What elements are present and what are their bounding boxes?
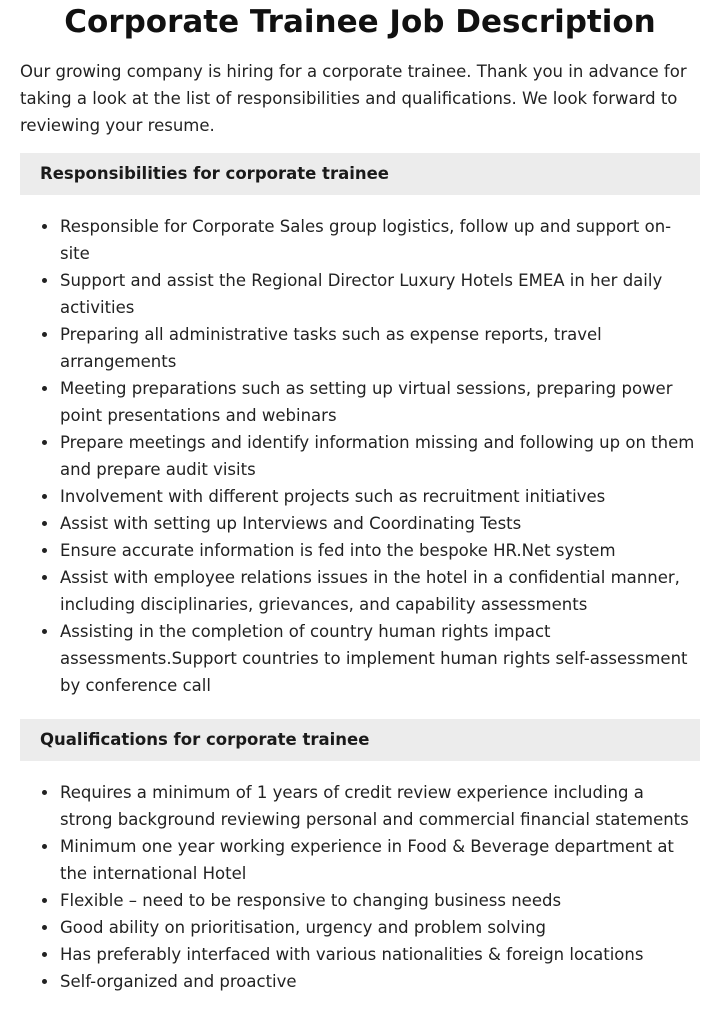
section-spacer bbox=[20, 699, 700, 705]
list-item: Assist with setting up Interviews and Coordinating Tests bbox=[60, 510, 700, 537]
list-item: Assisting in the completion of country human rights impact assessments.Support countries to implement human rights self-assessment by conference call bbox=[60, 618, 700, 699]
list-item: Responsible for Corporate Sales group logistics, follow up and support on-site bbox=[60, 213, 700, 267]
list-item: Has preferably interfaced with various nationalities & foreign locations bbox=[60, 941, 700, 968]
intro-paragraph: Our growing company is hiring for a corporate trainee. Thank you in advance for taking a look at the list of responsibilities and qualifications. We look forward to reviewing your resume. bbox=[20, 62, 687, 135]
list-item: Minimum one year working experience in Food & Beverage department at the international Hotel bbox=[60, 833, 700, 887]
responsibilities-list bbox=[20, 213, 700, 699]
list-item: Self-organized and proactive bbox=[60, 968, 700, 995]
list-item: Flexible – need to be responsive to changing business needs bbox=[60, 887, 700, 914]
list-item: Prepare meetings and identify information missing and following up on them and prepare audit visits bbox=[60, 429, 700, 483]
list-item: Good ability on prioritisation, urgency and problem solving bbox=[60, 914, 700, 941]
page-title: Corporate Trainee Job Description bbox=[64, 4, 656, 40]
list-item: Preparing all administrative tasks such as expense reports, travel arrangements bbox=[60, 321, 700, 375]
list-item: Assist with employee relations issues in the hotel in a confidential manner, including disciplinaries, grievances, and capability assessments bbox=[60, 564, 700, 618]
list-item: Meeting preparations such as setting up virtual sessions, preparing power point presentations and webinars bbox=[60, 375, 700, 429]
qualifications-heading: Qualifications for corporate trainee bbox=[20, 719, 700, 761]
qualifications-list bbox=[20, 779, 700, 995]
list-item: Ensure accurate information is fed into the bespoke HR.Net system bbox=[60, 537, 700, 564]
responsibilities-heading: Responsibilities for corporate trainee bbox=[20, 153, 700, 195]
list-item: Requires a minimum of 1 years of credit review experience including a strong background reviewing personal and commercial financial statements bbox=[60, 779, 700, 833]
list-item: Support and assist the Regional Director Luxury Hotels EMEA in her daily activities bbox=[60, 267, 700, 321]
list-item: Involvement with different projects such as recruitment initiatives bbox=[60, 483, 700, 510]
